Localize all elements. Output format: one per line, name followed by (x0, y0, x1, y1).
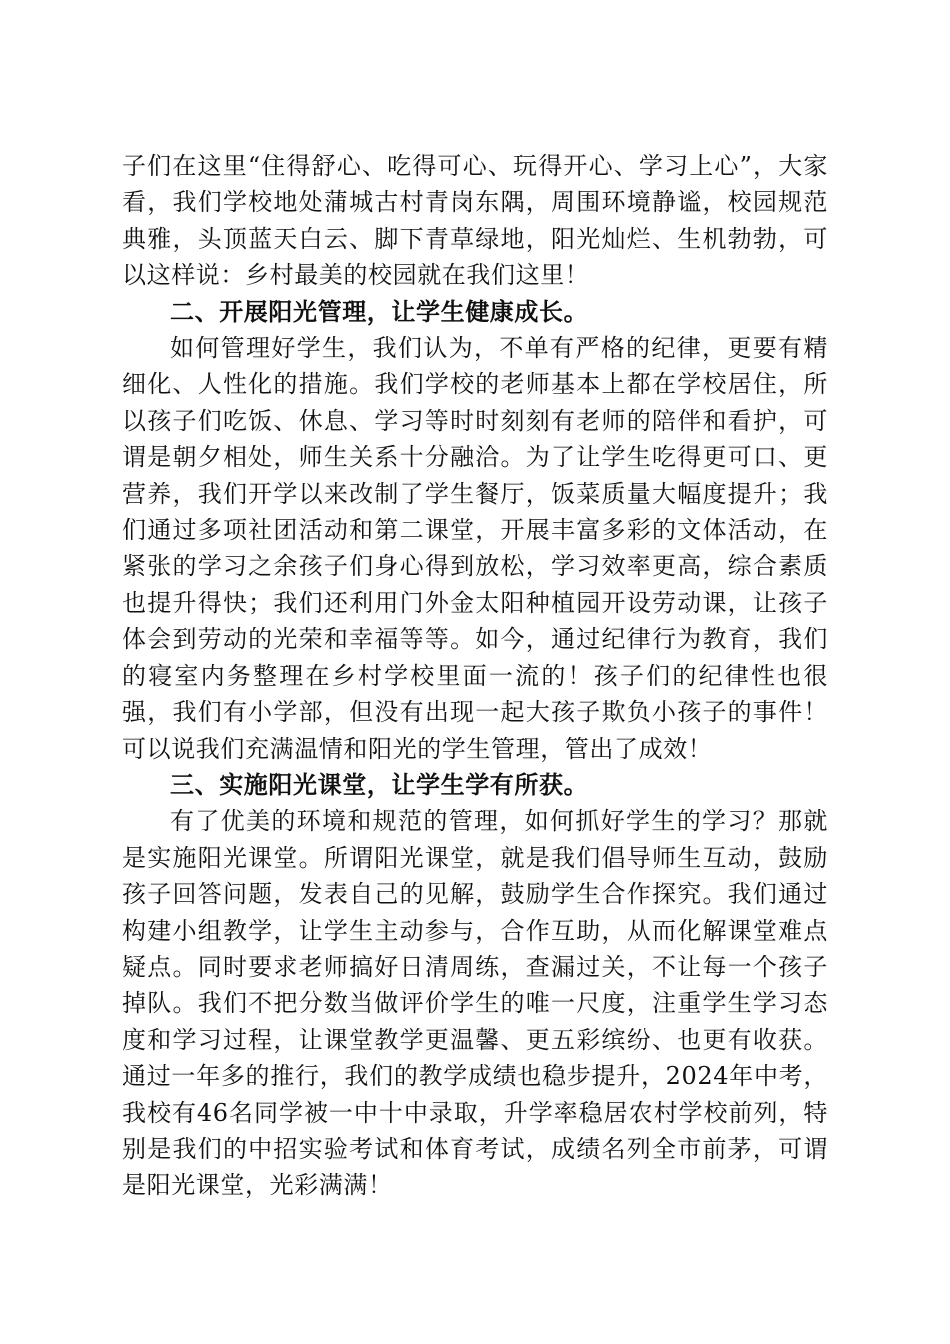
section-3-heading: 三、实施阳光课堂，让学生学有所获。 (170, 769, 589, 799)
section-2-heading: 二、开展阳光管理，让学生健康成长。 (170, 296, 589, 326)
document-body (122, 148, 828, 1204)
intro-paragraph: 子们在这里“住得舒心、吃得可心、玩得开心、学习上心”，大家看，我们学校地处蒲城古村青岗东隅，周围环境静谧，校园规范典雅，头顶蓝天白云、脚下青草绿地，阳光灿烂、生机勃勃，可以这样说：乡村最美的校园就在我们这里！ (122, 152, 828, 290)
section-3-paragraph: 有了优美的环境和规范的管理，如何抓好学生的学习？那就是实施阳光课堂。所谓阳光课堂，就是我们倡导师生互动，鼓励孩子回答问题，发表自己的见解，鼓励学生合作探究。我们通过构建小组教学，让学生主动参与，合作互助，从而化解课堂难点疑点。同时要求老师搞好日清周练，查漏过关，不让每一个孩子掉队。我们不把分数当做评价学生的唯一尺度，注重学生学习态度和学习过程，让课堂教学更温馨、更五彩缤纷、也更有收获。通过一年多的推行，我们的教学成绩也稳步提升，2024年中考，我校有46名同学被一中十中录取，升学率稳居农村学校前列，特别是我们的中招实验考试和体育考试，成绩名列全市前茅，可谓是阳光课堂，光彩满满！ (122, 807, 828, 1200)
section-2-paragraph: 如何管理好学生，我们认为，不单有严格的纪律，更要有精细化、人性化的措施。我们学校的老师基本上都在学校居住，所以孩子们吃饭、休息、学习等时时刻刻有老师的陪伴和看护，可谓是朝夕相处，师生关系十分融洽。为了让学生吃得更可口、更营养，我们开学以来改制了学生餐厅，饭菜质量大幅度提升；我们通过多项社团活动和第二课堂，开展丰富多彩的文体活动，在紧张的学习之余孩子们身心得到放松，学习效率更高，综合素质也提升得快；我们还利用门外金太阳种植园开设劳动课，让孩子体会到劳动的光荣和幸福等等。如今，通过纪律行为教育，我们的寝室内务整理在乡村学校里面一流的！孩子们的纪律性也很强，我们有小学部，但没有出现一起大孩子欺负小孩子的事件！可以说我们充满温情和阳光的学生管理，管出了成效！ (122, 334, 828, 763)
